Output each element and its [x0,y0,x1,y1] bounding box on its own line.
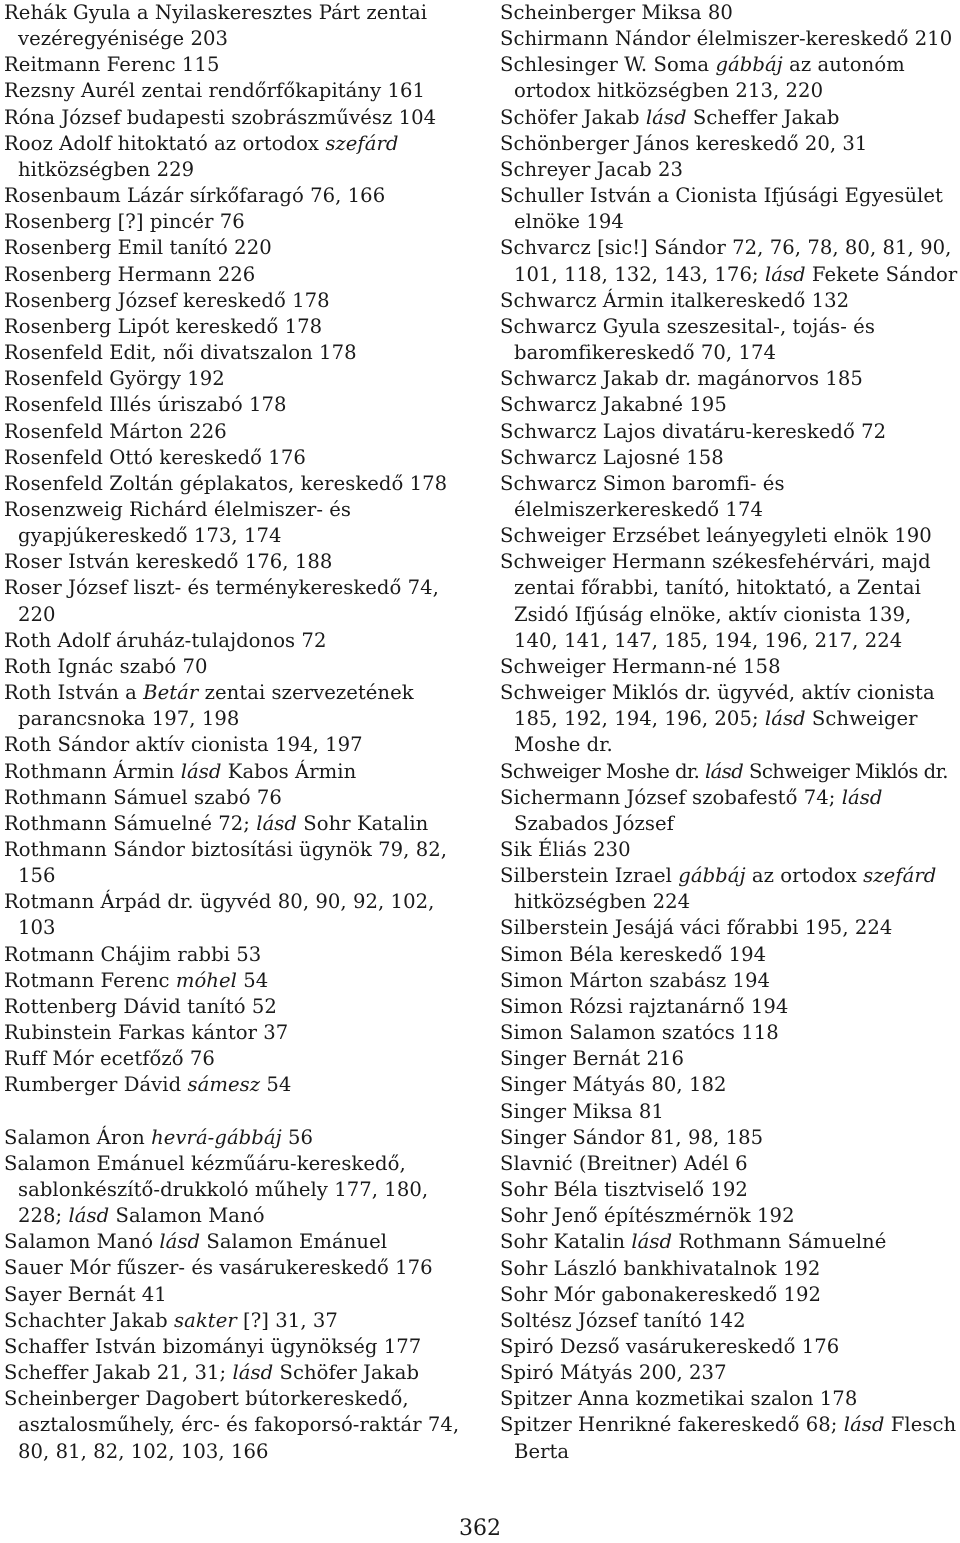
index-entry [500,942,958,968]
index-entry-text: Rehák Gyula a Nyilaskeresztes Párt zentai vezéregyénisége 203 [4,1,428,51]
index-entry-text: 56 [281,1125,314,1149]
index-entry [4,471,474,497]
index-entry-text: Schweiger Miklós dr. ügyvéd, aktív cionista 185, 192, 194, 196, 205; [500,681,935,731]
index-entry [500,419,958,445]
index-entry-text: Rosenberg Hermann 226 [4,262,256,286]
index-entry [500,1229,958,1255]
index-entry-text: Schwarcz Lajos divatáru-kereskedő 72 [500,419,887,443]
index-entry [4,445,474,471]
index-entry-text: Sayer Bernát 41 [4,1282,167,1306]
index-entry-italic-term: lásd [764,262,806,286]
index-entry [500,1046,958,1072]
index-entry [500,837,958,863]
index-entry-text: Singer Bernát 216 [500,1047,685,1071]
index-entry-text: Schöfer Jakab [273,1361,420,1385]
index-entry [4,105,474,131]
index-entry-text: Sohr Jenő építészmérnök 192 [500,1204,795,1228]
index-entry [500,915,958,941]
index-entry [4,994,474,1020]
index-entry [500,759,958,785]
index-entry [500,994,958,1020]
index-entry [4,1125,474,1151]
index-entry-text: Rooz Adolf hitoktató az ortodox [4,131,326,155]
index-entry [4,1072,474,1098]
section-gap [4,1099,474,1125]
index-entry-text: Sauer Mór fűszer- és vasárukereskedő 176 [4,1256,433,1280]
index-entry-text: Simon Rózsi rajztanárnő 194 [500,994,789,1018]
index-entry-text: Rotmann Ferenc [4,968,176,992]
index-entry [4,1046,474,1072]
index-entry-text: Schwarcz Ármin italkereskedő 132 [500,288,850,312]
index-entry [500,1334,958,1360]
index-entry-text: Singer Sándor 81, 98, 185 [500,1125,764,1149]
index-entry-text: Rosenfeld Zoltán géplakatos, kereskedő 178 [4,471,448,495]
index-entry [500,235,958,287]
index-entry [4,262,474,288]
index-entry [4,1229,474,1255]
index-entry-text: Spitzer Henrikné fakereskedő 68; [500,1413,844,1437]
index-entry-text: Szabados József [514,811,674,835]
index-entry [500,288,958,314]
index-entry-text: Fekete Sándor [805,262,958,286]
index-entry-text: Sohr László bankhivatalnok 192 [500,1256,821,1280]
index-entry-text: Rosenzweig Richárd élelmiszer- és gyapjúkereskedő 173, 174 [4,497,352,548]
index-entry-text: Spiró Dezső vasárukereskedő 176 [500,1334,840,1358]
index-entry-italic-term: gábbáj [715,53,783,77]
index-entry [500,0,958,26]
index-entry-text: Silberstein Izrael [500,864,679,888]
index-entry [4,968,474,994]
index-entry-text: Kabos Ármin [221,759,357,783]
index-entry [4,1151,474,1229]
index-entry-text: [?] 31, 37 [236,1308,338,1332]
index-entry [500,131,958,157]
index-entry [500,183,958,235]
index-entry-text: Simon Béla kereskedő 194 [500,942,767,966]
index-entry-text: Soltész József tanító 142 [500,1308,746,1332]
index-entry-text: Ruff Mór ecetfőző 76 [4,1047,215,1071]
index-entry [4,628,474,654]
index-entry-text: Roser István kereskedő 176, 188 [4,550,333,574]
index-entry-text: Schvarcz [sic!] Sándor 72, 76, 78, 80, 81, 90, 101, 118, 132, 143, 176; [500,236,952,286]
index-entry-text: Rosenbaum Lázár sírkőfaragó 76, 166 [4,184,386,208]
index-entry [4,183,474,209]
index-entry-italic-term: lásd [704,759,744,783]
index-entry-text: Rosenfeld Edit, női divatszalon 178 [4,341,357,365]
index-entry-italic-term: szefárd [863,864,937,888]
index-entry-italic-term: gábbáj [678,864,746,888]
index-entry-text: Singer Mátyás 80, 182 [500,1073,727,1097]
index-entry [500,1203,958,1229]
index-entry [500,105,958,131]
index-entry [4,52,474,78]
index-entry [500,1308,958,1334]
index-entry [4,419,474,445]
index-entry-text: Rosenfeld Ottó kereskedő 176 [4,445,306,469]
index-entry-text: Schirmann Nándor élelmiszer-kereskedő 210 [500,27,953,51]
index-entry-text: Rezsny Aurél zentai rendőrfőkapitány 161 [4,79,426,103]
index-entry-italic-term: lásd [631,1230,673,1254]
index-entry [4,1308,474,1334]
index-entry-text: Roth Ignác szabó 70 [4,654,208,678]
index-entry-text: Salamon Emánuel kézműáru-kereskedő, sablonkészítő-drukkoló műhely 177, 180, 228; [4,1151,429,1228]
index-entry-text: Schweiger Hermann-né 158 [500,654,781,678]
index-entry [500,445,958,471]
index-entry-text: Rothmann Sámuelné 72; [4,811,257,835]
index-entry-text: Salamon Manó [109,1204,265,1228]
index-entry-text: Schuller István a Cionista Ifjúsági Egyesület elnöke 194 [500,184,943,234]
index-entry-text: Silberstein Jesájá váci főrabbi 195, 224 [500,916,893,940]
index-entry-text: Rubinstein Farkas kántor 37 [4,1021,289,1045]
index-entry-text: Roser József liszt- és terménykereskedő 74, 220 [4,576,439,626]
index-entry-text: Sohr Katalin [297,811,429,835]
index-entry [4,549,474,575]
index-entry-text: Schweiger Erzsébet leányegyleti elnök 190 [500,524,932,548]
index-entry-text: Rothmann Sámuel szabó 76 [4,785,282,809]
index-entry [500,1099,958,1125]
index-entry [4,78,474,104]
index-entry [4,0,474,52]
index-entry-text: Spitzer Anna kozmetikai szalon 178 [500,1387,858,1411]
index-entry-text: Spiró Mátyás 200, 237 [500,1361,727,1385]
index-entry-text: Simon Márton szabász 194 [500,968,771,992]
index-entry [500,1282,958,1308]
index-entry-text: Sohr Katalin [500,1230,632,1254]
index-entry-italic-term: lásd [159,1230,201,1254]
index-entry-italic-term: lásd [256,811,297,835]
index-entry-italic-term: hevrá-gábbáj [151,1125,282,1149]
index-entry-italic-term: lásd [764,707,806,731]
index-entry-text: hitközségben 224 [514,890,691,914]
index-entry-text: zentai szervezetének parancsnoka 197, 198 [18,681,414,731]
index-entry-text: Rosenberg [?] pincér 76 [4,210,245,234]
index-entry [500,1386,958,1412]
index-entry-italic-term: lásd [841,785,883,809]
index-entry [500,1412,958,1464]
index-entry-text: Rottenberg Dávid tanító 52 [4,994,277,1018]
index-entry-text: Sik Éliás 230 [500,838,631,861]
index-entry-text: Rotmann Chájim rabbi 53 [4,942,262,966]
index-entry-text: Schaffer István bizományi ügynökség 177 [4,1334,422,1358]
index-entry-text: Rumberger Dávid [4,1073,188,1097]
index-entry-italic-term: lásd [180,759,222,783]
index-entry [500,392,958,418]
index-entry-text: hitközségben 229 [18,157,195,181]
index-entry [500,1125,958,1151]
index-entry-text: Salamon Áron [4,1125,152,1149]
index-entry-text: Rosenfeld Illés úriszabó 178 [4,393,287,417]
index-entry-text: Simon Salamon szatócs 118 [500,1021,779,1045]
index-entry-text: Roth István a [4,681,144,705]
index-entry-text: Scheinberger Miksa 80 [500,1,733,24]
index-entry-text: Rosenfeld György 192 [4,367,225,391]
index-entry [4,1255,474,1281]
index-entry-text: Scheffer Jakab 21, 31; [4,1361,233,1385]
index-entry [4,1282,474,1308]
index-entry-text: Schwarcz Gyula szeszesital-, tojás- és baromfikereskedő 70, 174 [500,314,875,365]
index-entry-text: Schweiger Hermann székesfehérvári, majd zentai főrabbi, tanító, hitoktató, a Zentai Zsidó Ifjúság elnöke, aktív cionista 139, 140, 141, 147, 185, 194, 196, 217, 224 [500,550,931,652]
index-entry-text: Rotmann Árpád dr. ügyvéd 80, 90, 92, 102, 103 [4,890,435,940]
index-column-right [500,0,958,1465]
index-entry [500,1072,958,1098]
index-entry-text: Scheffer Jakab [686,105,840,129]
index-entry [4,942,474,968]
index-entry [4,235,474,261]
index-entry [4,1020,474,1046]
index-entry [4,732,474,758]
index-entry [4,131,474,183]
index-entry [500,1256,958,1282]
index-entry-text: 54 [260,1073,292,1097]
index-entry [4,392,474,418]
index-entry-italic-term: lásd [232,1361,274,1385]
index-entry-italic-term: szefárd [325,131,399,155]
index-entry [4,759,474,785]
index-entry-text: Schönberger János kereskedő 20, 31 [500,131,868,155]
index-entry [4,314,474,340]
index-entry [4,837,474,889]
index-entry-text: Rosenberg Lipót kereskedő 178 [4,314,323,338]
index-entry [500,1020,958,1046]
index-entry [4,288,474,314]
index-entry-text: Schreyer Jacab 23 [500,157,683,181]
index-entry [500,366,958,392]
index-entry-italic-term: lásd [68,1204,110,1228]
index-entry-italic-term: móhel [175,968,237,992]
index-entry-text: Roth Adolf áruház-tulajdonos 72 [4,628,327,652]
index-entry [500,1151,958,1177]
index-entry [500,523,958,549]
index-entry [500,314,958,366]
index-entry-text: Schlesinger W. Soma [500,53,716,77]
index-entry-text: Singer Miksa 81 [500,1099,664,1123]
index-entry-text: Rosenberg József kereskedő 178 [4,288,330,312]
index-entry-text: Schweiger Miklós dr. [743,759,948,783]
index-entry [500,1177,958,1203]
index-entry [500,785,958,837]
index-entry [500,157,958,183]
index-entry [500,471,958,523]
index-column-left [4,0,474,1465]
index-entry-text: Schöfer Jakab [500,105,646,129]
index-entry [4,575,474,627]
index-entry [4,497,474,549]
index-entry-text: az ortodox [745,864,864,888]
index-entry-text: Schwarcz Simon baromfi- és élelmiszerkereskedő 174 [500,471,785,521]
index-entry [500,863,958,915]
index-entry-text: Schwarcz Jakab dr. magánorvos 185 [500,367,863,391]
index-entry [500,26,958,52]
index-entry-text: Sohr Mór gabonakereskedő 192 [500,1282,822,1306]
index-entry-text: Flesch Berta [514,1413,957,1463]
index-entry-text: Rothmann Sámuelné [672,1230,887,1254]
index-entry [500,680,958,758]
index-entry [4,1334,474,1360]
index-entry [500,1360,958,1386]
index-entry [500,52,958,104]
index-entry-text: Scheinberger Dagobert bútorkereskedő, asztalosműhely, érc- és fakoporsó-raktár 74, 80, 81, 82, 102, 103, 166 [4,1387,460,1463]
index-entry [500,549,958,654]
index-entry-text: 54 [236,968,269,992]
index-entry-text: Rosenberg Emil tanító 220 [4,236,272,260]
index-entry-text: Róna József budapesti szobrászművész 104 [4,105,437,129]
index-entry-italic-term: sámesz [187,1073,261,1097]
index-entry [4,811,474,837]
index-entry [500,968,958,994]
index-entry-italic-term: sakter [174,1308,237,1332]
index-entry [4,340,474,366]
index-entry-italic-term: lásd [645,105,687,129]
index-entry-text: Sohr Béla tisztviselő 192 [500,1178,748,1202]
index-entry-italic-term: Betár [143,681,199,705]
index-entry [4,889,474,941]
index-entry-text: Salamon Emánuel [200,1230,388,1254]
index-entry-text: Schachter Jakab [4,1308,175,1332]
index-entry [4,366,474,392]
index-entry [500,654,958,680]
index-entry [4,209,474,235]
index-entry-text: Rothmann Sándor biztosítási ügynök 79, 82, 156 [4,838,448,888]
index-entry-text: Schweiger Moshe dr. [500,759,705,783]
index-entry [4,1386,474,1464]
page-number: 362 [459,1516,501,1541]
index-entry [4,680,474,732]
index-entry-text: Schweiger Moshe dr. [514,707,918,757]
index-entry-text: Rosenfeld Márton 226 [4,419,227,443]
index-entry-text: Sichermann József szobafestő 74; [500,785,842,809]
index-entry-text: az autonóm ortodox hitközségben 213, 220 [514,53,905,103]
index-entry-text: Schwarcz Jakabné 195 [500,393,727,417]
index-entry-italic-term: lásd [843,1413,885,1437]
index-entry [4,654,474,680]
index-entry-text: Reitmann Ferenc 115 [4,53,220,77]
index-entry-text: Roth Sándor aktív cionista 194, 197 [4,733,363,757]
index-entry-text: Slavnić (Breitner) Adél 6 [500,1151,748,1175]
index-entry [4,1360,474,1386]
index-entry-text: Salamon Manó [4,1230,160,1254]
index-entry-text: Schwarcz Lajosné 158 [500,445,724,469]
index-entry-text: Rothmann Ármin [4,759,181,783]
index-entry [4,785,474,811]
